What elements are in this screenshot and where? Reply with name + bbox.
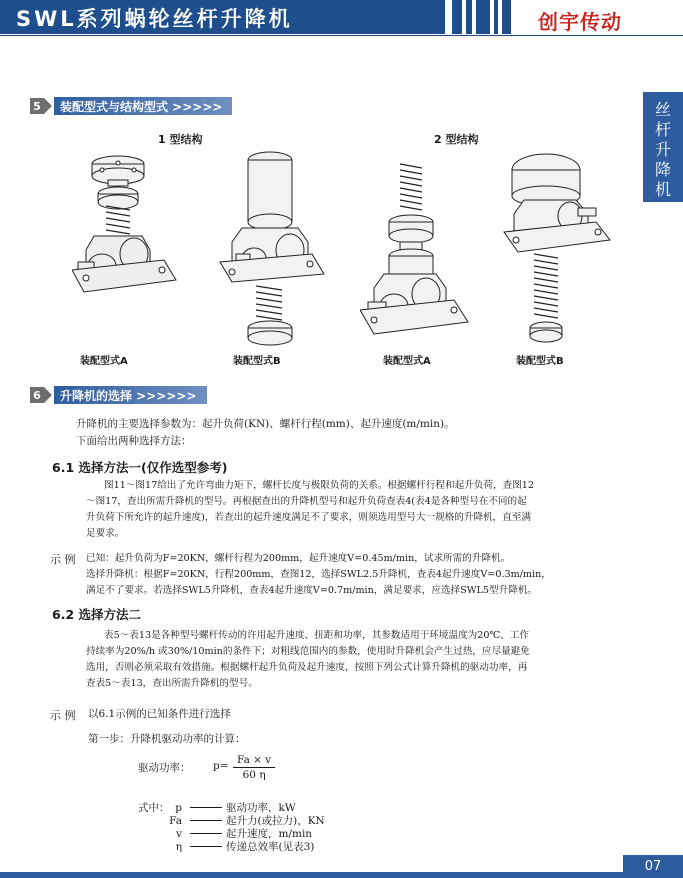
jack-figure-type1-a xyxy=(72,150,184,340)
section-number: 5 xyxy=(30,98,44,114)
figure-caption: 装配型式B xyxy=(233,356,281,367)
legend-desc: 驱动功率，kW xyxy=(226,802,296,814)
example-1-text xyxy=(86,551,551,599)
section-6-header xyxy=(30,386,207,404)
figure-caption: 装配型式A xyxy=(383,356,431,367)
method-2-paragraph xyxy=(86,628,530,692)
example-line: 选择升降机：根据F=20KN，行程200mm，查图12，选择SWL2.5升降机，查表4起升速度V=0.3m/min， xyxy=(86,569,551,580)
formula-label: 驱动功率： xyxy=(138,762,191,774)
example-line: 满足不了要求。若选择SWL5升降机，查表4起升速度V=0.7m/min，满足要求，应选择SWL5型升降机。 xyxy=(86,585,538,596)
side-tab-char: 杆 xyxy=(654,120,671,139)
formula-lhs: p= xyxy=(213,760,229,772)
paragraph-line: 选用，否则必须采取有效措施。根据螺杆起升负荷及起升速度，按照下列公式计算升降机的驱动功率，再 xyxy=(86,662,528,673)
side-tab-char: 升 xyxy=(654,140,671,159)
legend-dash xyxy=(190,807,222,808)
formula-fraction xyxy=(233,753,275,782)
legend-row xyxy=(160,839,314,854)
intro-line: 升降机的主要选择参数为：起升负荷(KN)、螺杆行程(mm)、起升速度(m/min)。 xyxy=(76,418,455,430)
formula-denominator: 60 η xyxy=(242,769,266,781)
side-category-tab xyxy=(643,92,683,202)
paragraph-line: ～图17，查出所需升降机的型号。再根据查出的升降机型号和起升负荷查表4(表4是各种型号在不同的起 xyxy=(86,496,527,507)
section-number: 6 xyxy=(30,387,44,403)
header-bar xyxy=(0,0,445,34)
header-decoration xyxy=(452,0,511,34)
method-1-heading: 6.1 选择方法一(仅作选型参考) xyxy=(52,460,228,475)
jack-figure-type1-b xyxy=(212,150,328,350)
figure-caption: 装配型式A xyxy=(80,356,128,367)
example-tag: 示 例 xyxy=(50,553,76,566)
figure-caption: 装配型式B xyxy=(516,356,564,367)
paragraph-line: 升负荷下所允许的起升速度)，若查出的起升速度满足不了要求，则须选用型号大一规格的升降机，直至满 xyxy=(86,512,532,523)
paragraph-line: 持续率为20%/h 或30%/10min的条件下；对粗线范围内的参数，使用时升降机会产生过热，应尽量避免 xyxy=(86,646,530,657)
section-title: 装配型式与结构型式 >>>>> xyxy=(54,97,232,115)
legend-symbol: η xyxy=(175,840,182,853)
type-1-title: 1 型结构 xyxy=(158,133,203,146)
section-arrow-icon xyxy=(44,98,52,114)
example-tag: 示 例 xyxy=(50,709,76,722)
method-1-paragraph xyxy=(86,478,534,542)
jack-figure-type2-b xyxy=(500,150,616,346)
step-1-label: 第一步：升降机驱动功率的计算： xyxy=(88,733,246,745)
paragraph-line: 表5～表13是各种型号螺杆传动的许用起升速度、扭距和功率，其参数适用于环境温度为20℃、工作 xyxy=(104,630,530,641)
legend-desc: 传递总效率(见表3) xyxy=(226,841,315,853)
formula-numerator: Fa × v xyxy=(233,753,275,768)
legend-symbol: v xyxy=(176,827,182,840)
intro-line: 下面给出两种选择方法： xyxy=(76,435,192,447)
legend-desc: 起升速度，m/min xyxy=(226,828,313,840)
side-tab-char: 降 xyxy=(654,160,671,179)
legend-symbol: p xyxy=(175,801,182,814)
example-line: 已知：起升负荷为F=20KN，螺杆行程为200mm，起升速度V=0.45m/min，试求所需的升降机。 xyxy=(86,553,511,564)
header-rule xyxy=(0,35,683,36)
section-arrow-icon xyxy=(44,387,52,403)
legend-dash xyxy=(190,833,222,834)
section-title: 升降机的选择 >>>>>> xyxy=(54,386,207,404)
legend-symbol: Fa xyxy=(169,814,182,827)
brand-logo: 创宇传动 xyxy=(538,10,622,34)
paragraph-line: 图11～图17给出了允许弯曲力矩下，螺杆长度与极限负荷的关系。根据螺杆行程和起升负荷，查图12 xyxy=(104,480,534,491)
example-2-text: 以6.1示例的已知条件进行选择 xyxy=(88,708,231,720)
type-2-title: 2 型结构 xyxy=(434,133,479,146)
side-tab-char: 丝 xyxy=(654,100,671,119)
legend-dash xyxy=(190,820,222,821)
page-number: 07 xyxy=(623,855,683,878)
paragraph-line: 足要求。 xyxy=(86,528,125,539)
method-2-heading: 6.2 选择方法二 xyxy=(52,607,141,622)
side-tab-char: 机 xyxy=(654,180,671,199)
jack-figure-type2-a xyxy=(360,160,472,340)
legend-prefix: 式中： xyxy=(138,802,170,814)
header-title: SWL系列蜗轮丝杆升降机 xyxy=(16,7,293,31)
section-5-header xyxy=(30,97,232,115)
paragraph-line: 查表5～表13，查出所需升降机的型号。 xyxy=(86,678,258,689)
legend-dash xyxy=(190,846,222,847)
legend-desc: 起升力(或拉力)，KN xyxy=(226,815,325,827)
footer-bar xyxy=(0,872,683,878)
